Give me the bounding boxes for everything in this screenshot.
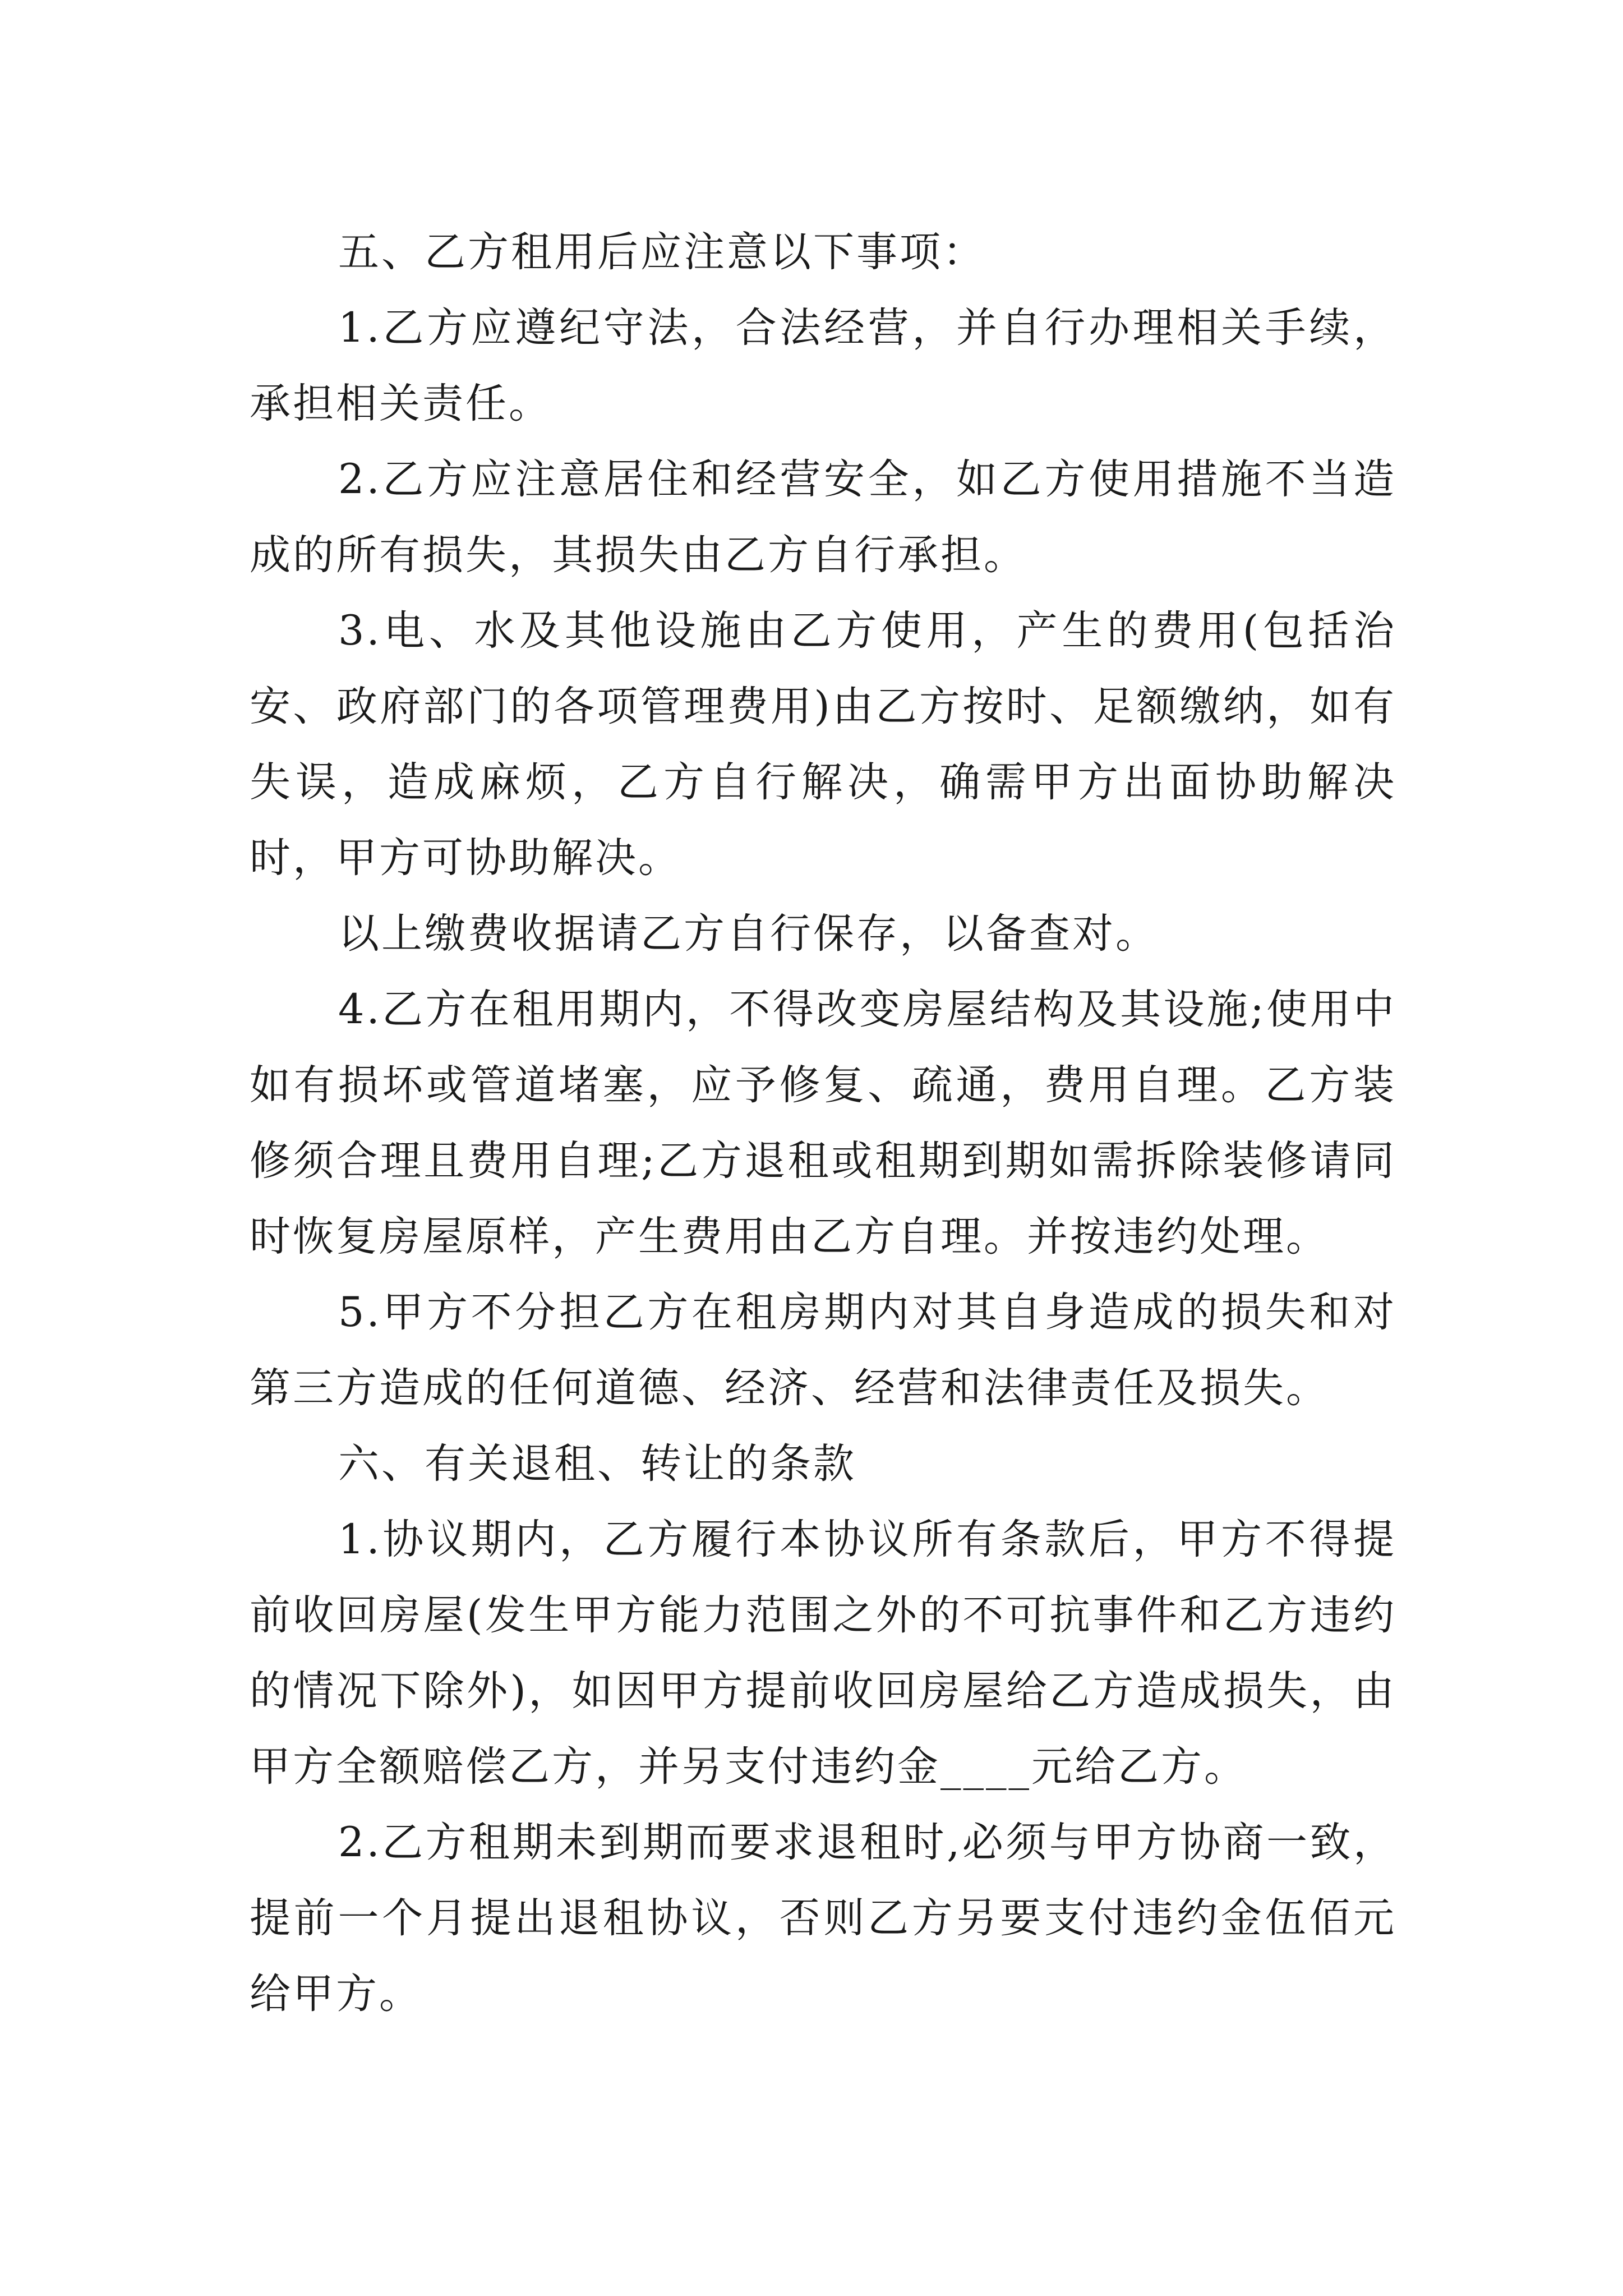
paragraph: 3.电、水及其他设施由乙方使用，产生的费用(包括治安、政府部门的各项管理费用)由乙方按时、足额缴纳，如有失误，造成麻烦，乙方自行解决，确需甲方出面协助解决时，甲方可协助解决。 bbox=[250, 607, 1396, 882]
document-body bbox=[250, 214, 1396, 2032]
paragraph: 1.协议期内，乙方履行本协议所有条款后，甲方不得提前收回房屋(发生甲方能力范围之外的不可抗事件和乙方违约的情况下除外)，如因甲方提前收回房屋给乙方造成损失，由甲方全额赔偿乙方，并另支付违约金____元给乙方。 bbox=[250, 1516, 1396, 1791]
section-heading: 五、乙方租用后应注意以下事项： bbox=[338, 228, 986, 276]
paragraph: 2.乙方租期未到期而要求退租时,必须与甲方协商一致，提前一个月提出退租协议，否则乙方另要支付违约金伍佰元给甲方。 bbox=[250, 1819, 1396, 2018]
paragraph: 4.乙方在租用期内，不得改变房屋结构及其设施;使用中如有损坏或管道堵塞，应予修复、疏通，费用自理。乙方装修须合理且费用自理;乙方退租或租期到期如需拆除装修请同时恢复房屋原样，产生费用由乙方自理。并按违约处理。 bbox=[250, 986, 1396, 1260]
paragraph: 1.乙方应遵纪守法，合法经营，并自行办理相关手续，承担相关责任。 bbox=[250, 304, 1396, 427]
section-heading: 六、有关退租、转让的条款 bbox=[338, 1440, 856, 1488]
paragraph: 以上缴费收据请乙方自行保存，以备查对。 bbox=[338, 910, 1159, 958]
paragraph: 5.甲方不分担乙方在租房期内对其自身造成的损失和对第三方造成的任何道德、经济、经营和法律责任及损失。 bbox=[250, 1289, 1396, 1412]
paragraph: 2.乙方应注意居住和经营安全，如乙方使用措施不当造成的所有损失，其损失由乙方自行承担。 bbox=[250, 455, 1396, 579]
